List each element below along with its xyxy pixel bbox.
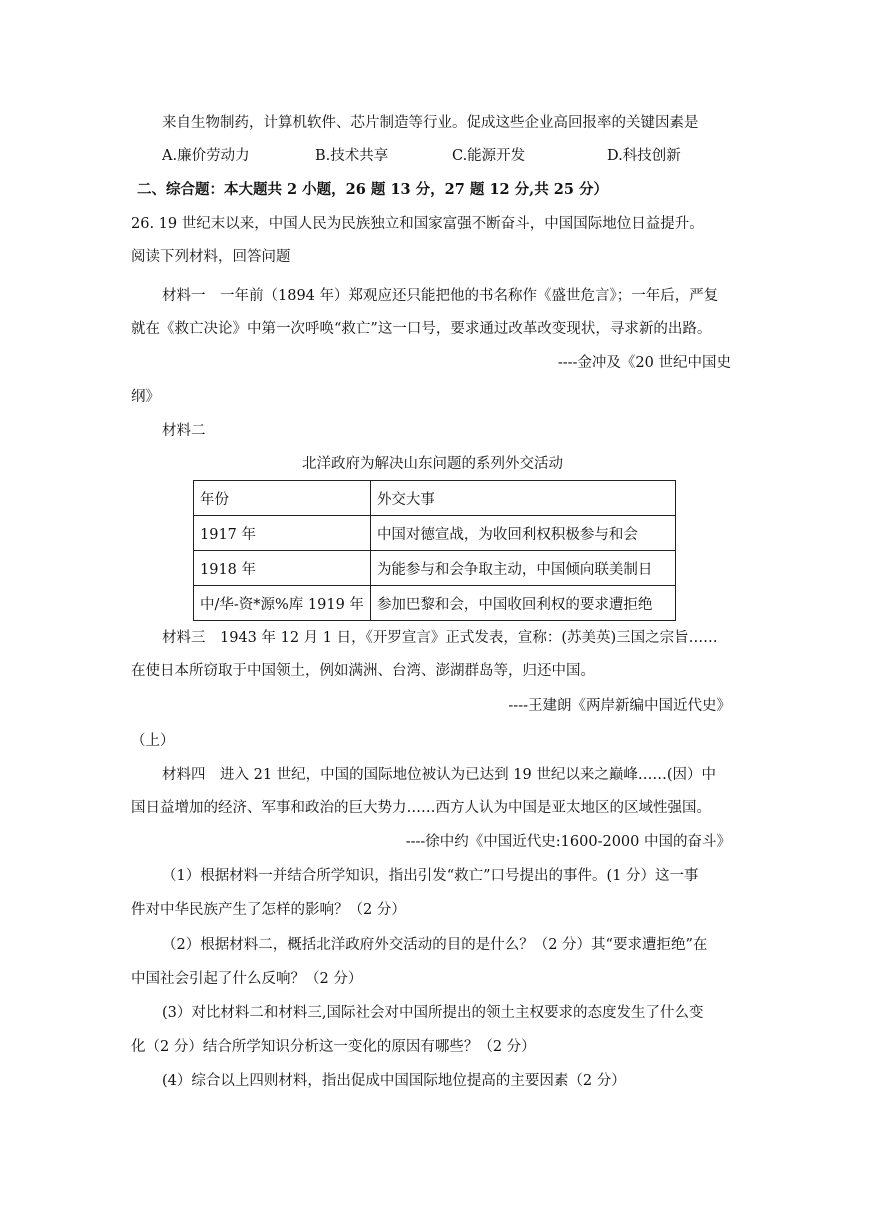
cell-year: 1918 年 <box>194 551 371 586</box>
material-1-line1: 材料一 一年前（1894 年）郑观应还只能把他的书名称作《盛世危言》；一年后，严复 <box>162 288 719 304</box>
table-row <box>194 551 676 586</box>
q26-stem-line1: 26. 19 世纪末以来，中国人民为民族独立和国家富强不断奋斗，中国国际地位日益提升。 <box>131 216 704 232</box>
material-3-source: ----王建朗《两岸新编中国近代史》 <box>508 698 731 714</box>
material-4-source: ----徐中约《中国近代史:1600-2000 中国的奋斗》 <box>405 834 731 850</box>
cell-event: 参加巴黎和会，中国收回利权的要求遭拒绝 <box>370 586 675 621</box>
header-event: 外交大事 <box>370 481 675 516</box>
table-row <box>194 586 676 621</box>
header-year: 年份 <box>194 481 371 516</box>
cell-year: 中/华-资*源%库 1919 年 <box>194 586 371 621</box>
material-1-source: ----金冲及《20 世纪中国史 <box>557 355 731 371</box>
material-4-line2: 国日益增加的经济、军事和政治的巨大势力……西方人认为中国是亚太地区的区域性强国。 <box>131 800 711 816</box>
sub-question-1-line1: （1）根据材料一并结合所学知识，指出引发“救亡”口号提出的事件。(1 分）这一事 <box>162 868 699 884</box>
material-3-line2: 在使日本所窃取于中国领土，例如满洲、台湾、澎湖群岛等，归还中国。 <box>131 663 595 679</box>
material-1-line2: 就在《救亡决论》中第一次呼唤“救亡”这一口号，要求通过改革改变现状，寻求新的出路。 <box>131 321 712 337</box>
diplomacy-table <box>193 480 676 621</box>
option-c: C.能源开发 <box>452 148 526 164</box>
option-b: B.技术共享 <box>315 148 389 164</box>
option-d: D.科技创新 <box>607 148 681 164</box>
sub-question-4: (4）综合以上四则材料，指出促成中国国际地位提高的主要因素（2 分） <box>162 1073 626 1089</box>
section-heading: 二、综合题：本大题共 2 小题，26 题 13 分，27 题 12 分,共 25 分） <box>137 181 609 198</box>
cell-event: 中国对德宣战，为收回利权积极参与和会 <box>370 516 675 551</box>
table-header-row <box>194 481 676 516</box>
q25-options <box>162 146 722 166</box>
q25-stem-tail: 来自生物制药，计算机软件、芯片制造等行业。促成这些企业高回报率的关键因素是 <box>162 115 699 131</box>
cell-year: 1917 年 <box>194 516 371 551</box>
material-4-line1: 材料四 进入 21 世纪，中国的国际地位被认为已达到 19 世纪以来之巅峰……(因）中 <box>162 767 716 783</box>
option-a: A.廉价劳动力 <box>162 148 250 164</box>
cell-event: 为能参与和会争取主动，中国倾向联美制日 <box>370 551 675 586</box>
sub-question-3-line2: 化（2 分）结合所学知识分析这一变化的原因有哪些？（2 分） <box>131 1039 536 1055</box>
sub-question-3-line1: (3）对比材料二和材料三,国际社会对中国所提出的领土主权要求的态度发生了什么变 <box>162 1005 704 1021</box>
q26-stem-line2: 阅读下列材料，回答问题 <box>131 249 291 265</box>
table-title: 北洋政府为解决山东问题的系列外交活动 <box>302 456 563 472</box>
material-2-label: 材料二 <box>162 423 206 439</box>
sub-question-2-line1: （2）根据材料二，概括北洋政府外交活动的目的是什么？（2 分）其“要求遭拒绝”在 <box>162 937 708 953</box>
sub-question-1-line2: 件对中华民族产生了怎样的影响？（2 分） <box>131 902 406 918</box>
material-1-source-cont: 纲》 <box>131 389 160 405</box>
material-3-source-cont: （上） <box>131 733 175 749</box>
material-3-line1: 材料三 1943 年 12 月 1 日，《开罗宣言》正式发表，宣称：(苏美英)三国之宗旨…… <box>162 630 718 646</box>
table-row <box>194 516 676 551</box>
sub-question-2-line2: 中国社会引起了什么反响？（2 分） <box>131 971 363 987</box>
